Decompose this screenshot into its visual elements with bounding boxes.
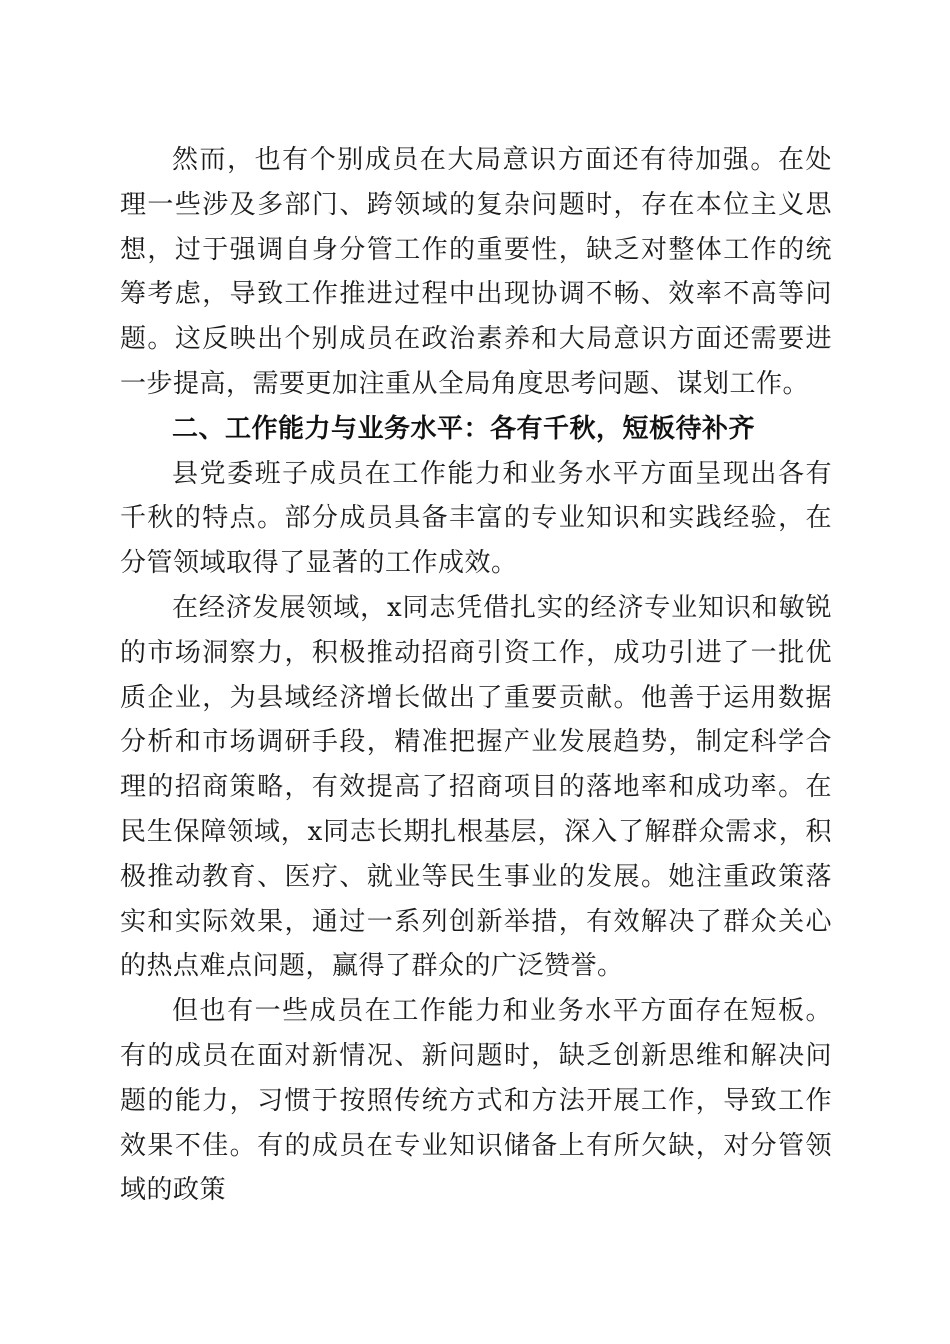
document-body xyxy=(120,138,832,1213)
paragraph-economic-livelihood-examples: 在经济发展领域，x同志凭借扎实的经济专业知识和敏锐的市场洞察力，积极推动招商引资工作，成功引进了一批优质企业，为县域经济增长做出了重要贡献。他善于运用数据分析和市场调研手段，精准把握产业发展趋势，制定科学合理的招商策略，有效提高了招商项目的落地率和成功率。在民生保障领域，x同志长期扎根基层，深入了解群众需求，积极推动教育、医疗、就业等民生事业的发展。她注重政策落实和实际效果，通过一系列创新举措，有效解决了群众关心的热点难点问题，赢得了群众的广泛赞誉。 xyxy=(120,592,832,982)
paragraph-shortcomings: 但也有一些成员在工作能力和业务水平方面存在短板。有的成员在面对新情况、新问题时，缺乏创新思维和解决问题的能力，习惯于按照传统方式和方法开展工作，导致工作效果不佳。有的成员在专业知识储备上有所欠缺，对分管领域的政策 xyxy=(120,996,832,1206)
paragraph-overall-awareness: 然而，也有个别成员在大局意识方面还有待加强。在处理一些涉及多部门、跨领域的复杂问题时，存在本位主义思想，过于强调自身分管工作的重要性，缺乏对整体工作的统筹考虑，导致工作推进过程中出现协调不畅、效率不高等问题。这反映出个别成员在政治素养和大局意识方面还需要进一步提高，需要更加注重从全局角度思考问题、谋划工作。 xyxy=(120,145,832,399)
paragraph-ability-overview: 县党委班子成员在工作能力和业务水平方面呈现出各有千秋的特点。部分成员具备丰富的专业知识和实践经验，在分管领域取得了显著的工作成效。 xyxy=(120,458,832,579)
section-heading-work-ability: 二、工作能力与业务水平：各有千秋，短板待补齐 xyxy=(172,413,756,444)
